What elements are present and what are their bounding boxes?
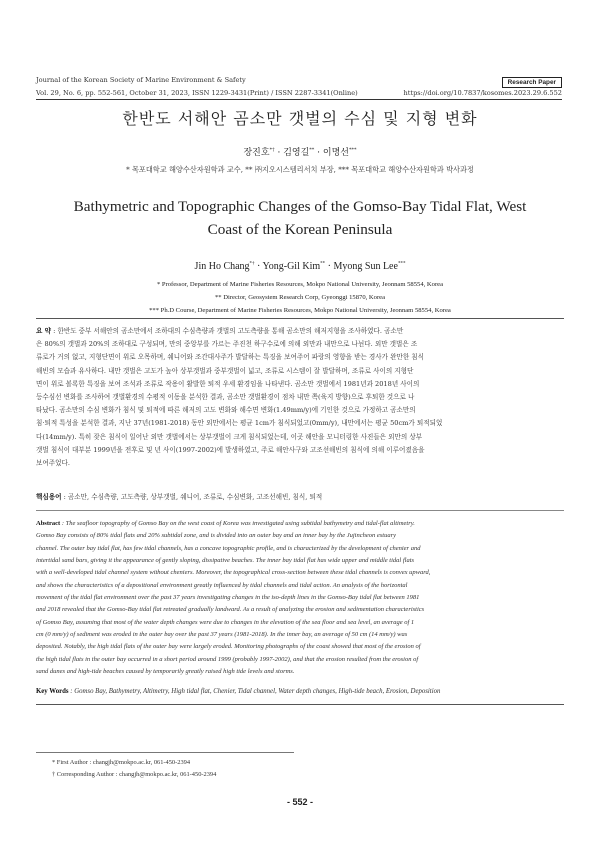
abstract-line: and shows the characteristics of a depositional environment greatly influenced by tidal channels and tidal action. An analysis of the horizontal <box>36 581 408 589</box>
summary-line: 류로가 거의 없고, 지형단면이 위로 오목하며, 쉐니어와 조간대사주가 발달하는 특징을 보여주어 파랑의 영향을 받는 경사가 완만한 침식 <box>36 353 425 362</box>
author-2-en: Yong-Gil Kim <box>262 261 321 272</box>
abstract-label: Abstract <box>36 520 61 527</box>
keywords-en-label: Key Words <box>36 688 69 695</box>
abstract-line: Gomso Bay consists of 80% tidal flats and 20% subtidal zone, and is divided into an outer bay and an inner bay by the Jujincheon estuary <box>36 532 396 540</box>
affiliation-3: *** Ph.D Course, Department of Marine Fisheries Resources, Mokpo National University, Jeonnam 58554, Korea <box>149 307 451 314</box>
abstract-line: channel. The outer bay tidal flat, has few tidal channels, has a concave topographic profile, and is characterized by the development of chenier and <box>36 544 421 552</box>
author-1-mark: *† <box>249 261 255 267</box>
affiliation-2: ** Director, Geosystem Research Corp, Gyeonggi 15870, Korea <box>214 294 386 301</box>
abstract-line: and 2018 revealed that the Gomso-Bay tidal flat retreated gradually landward. As a result of analyzing the erosion and sedimentation characteristics <box>36 606 425 614</box>
korean-keywords <box>36 491 564 504</box>
page-number: - 552 - <box>286 797 313 807</box>
footnote-first-author: * First Author : changjh@mokpo.ac.kr, 061-450-2394 <box>52 759 191 766</box>
korean-authors <box>0 145 600 158</box>
section-rule <box>36 510 564 511</box>
doi-link[interactable]: https://doi.org/10.7837/kosomes.2023.29.6.552 <box>403 89 562 97</box>
english-affiliations <box>0 278 600 317</box>
author-separator: · <box>277 148 281 158</box>
english-title-line-1: Bathymetric and Topographic Changes of the Gomso-Bay Tidal Flat, West <box>73 198 527 215</box>
section-rule <box>36 704 564 705</box>
english-keywords <box>36 686 564 698</box>
author-2-mark: ** <box>320 261 326 267</box>
author-separator: · <box>327 261 331 272</box>
korean-affiliation: * 목포대학교 해양수산자원학과 교수, ** ㈜지오시스템리서치 부장, *** 목포대학교 해양수산자원학과 박사과정 <box>126 165 474 174</box>
author-2-ko: 김영길 <box>283 148 310 158</box>
footnote-rule <box>36 752 294 753</box>
summary-line: 다(14mm/y). 특히 잦은 침식이 일어난 외만 갯벌에서는 상부갯벌이 크게 침식되었는데, 이곳 해안을 모니터링한 사진들은 외만의 상부 <box>36 432 423 441</box>
abstract-line: deposited. Notably, the high tidal flats of the outer bay were largely eroded. Monitoring photographs of the coast showed that most of the erosion of <box>36 643 421 651</box>
author-separator: · <box>317 148 321 158</box>
author-3-ko: 이명선 <box>322 148 350 158</box>
author-3-en: Myong Sun Lee <box>333 261 398 272</box>
article-type-badge: Research Paper <box>502 77 562 88</box>
volume-info: Vol. 29, No. 6, pp. 552-561, October 31, 2023, ISSN 1229-3431(Print) / ISSN 2287-3341(Online) <box>36 89 358 97</box>
summary-line: 보여주었다. <box>36 459 70 468</box>
summary-line: 침·퇴적 특성을 분석한 결과, 지난 37년(1981-2018) 동안 외만에서는 평균 1cm가 침식되었고(0mm/y), 내만에서는 평균 50cm가 퇴적되었 <box>36 419 443 428</box>
affiliation-1: * Professor, Department of Marine Fisheries Resources, Mokpo National University, Jeonnam 58554, Korea <box>156 281 444 288</box>
abstract-line: Abstract : The seafloor topography of Gomso Bay on the west coast of Korea was investigated using subtidal bathymetry and tidal-flat altimetry. <box>36 520 415 527</box>
journal-name: Journal of the Korean Society of Marine Environment & Safety <box>36 76 246 84</box>
summary-line: 면이 위로 볼록한 특징을 보여 조석과 조류로 작용이 활발한 퇴적 우세 환경임을 나타낸다. 곰소만 갯벌에서 1981년과 2018년 사이의 <box>36 379 420 388</box>
keywords-en-text: : Gomso Bay, Bathymetry, Altimetry, High tidal flat, Chenier, Tidal channel, Water depth changes, High-tide beach, Erosion, Deposition <box>68 688 441 695</box>
korean-summary <box>36 325 564 470</box>
author-separator: · <box>257 261 261 272</box>
korean-title: 한반도 서해안 곰소만 갯벌의 수심 및 지형 변화 <box>122 109 478 128</box>
summary-line: 요 약 : 한반도 중부 서해안의 곰소만에서 조하대의 수심측량과 갯벌의 고도측량을 통해 곰소만의 해저지형을 조사하였다. 곰소만 <box>36 327 404 335</box>
header-rule <box>36 99 562 100</box>
english-title-line-2: Coast of the Korean Peninsula <box>207 221 393 238</box>
summary-line: 해빈의 모습과 유사하다. 내만 갯벌은 고도가 높아 상부갯벌과 중부갯벌이 넓고, 조류로 시스템이 잘 발달하며, 조류로 사이의 지형단 <box>36 366 414 375</box>
abstract-line: of Gomso Bay, assuming that most of the water depth changes were due to changes in the elevation of the sea floor and sea level, an average of 1 <box>36 618 415 626</box>
abstract-line: intertidal sand bars, giving it the appearance of gently sloping, dissipative beaches. The inner bay tidal flat has wide upper and middle tidal flats <box>36 557 415 565</box>
summary-line: 은 80%의 갯벌과 20%의 조하대로 구성되며, 만의 중앙부를 가르는 주진천 하구수로에 의해 외만과 내만으로 나뉜다. 외만 갯벌은 조 <box>36 340 418 349</box>
author-1-mark: *† <box>269 147 275 153</box>
summary-line: 타났다. 곰소만의 수심 변화가 침식 및 퇴적에 따른 해저의 고도 변화와 해수면 변화(1.49mm/y)에 기인한 것으로 가정하고 곰소만의 <box>36 406 416 415</box>
abstract-line: with a well-developed tidal channel system without cheniers. Moreover, the topographical cross-section between these tidal channels is convex upward, <box>36 569 431 577</box>
footnote-corresponding-author: † Corresponding Author : changjh@mokpo.ac.kr, 061-450-2394 <box>52 771 217 778</box>
keywords-ko-text: : 곰소만, 수심측량, 고도측량, 상부갯벌, 쉐니어, 조류로, 수심변화, 고조선해빈, 침식, 퇴적 <box>61 493 323 501</box>
summary-line: 등수심선 변화를 조사하여 갯벌환경의 수평적 이동을 분석한 결과, 곰소만 갯벌환경이 점차 내만 쪽(육지 방향)으로 후퇴한 것으로 나 <box>36 393 415 402</box>
abstract-line: cm (0 mm/y) of sediment was eroded in the outer bay over the past 37 years (1981-2018). In the inner bay, an average of 50 cm (14 mm/y) was <box>36 631 408 639</box>
english-abstract <box>36 518 564 678</box>
abstract-line: the high tidal flats in the outer bay occurred in a short period around 1999 (probably 1997-2002), and that the erosion resulted from the erosion of <box>36 655 419 663</box>
author-3-mark: *** <box>349 147 357 153</box>
abstract-line: movement of the tidal flat environment over the past 37 years investigating changes in the iso-depth lines in the Gomso-Bay tidal flat between 1981 <box>36 594 420 602</box>
author-2-mark: ** <box>309 147 315 153</box>
author-3-mark: *** <box>397 261 406 267</box>
author-1-en: Jin Ho Chang <box>194 261 250 272</box>
summary-label: 요 약 <box>36 327 52 335</box>
author-1-ko: 장진호 <box>243 148 270 158</box>
keywords-ko-label: 핵심용어 <box>36 493 62 501</box>
section-rule <box>36 318 564 319</box>
summary-line: 갯벌 침식이 대부분 1999년을 전후로 및 년 사이(1997-2002)에 발생하였고, 주로 해안사구와 고조선해빈의 침식에 의해 이루어졌음을 <box>36 445 425 454</box>
english-authors <box>0 261 600 272</box>
abstract-line: sand dunes and high-tide beaches caused by temporarily greatly raised high tide levels and storms. <box>36 668 295 676</box>
